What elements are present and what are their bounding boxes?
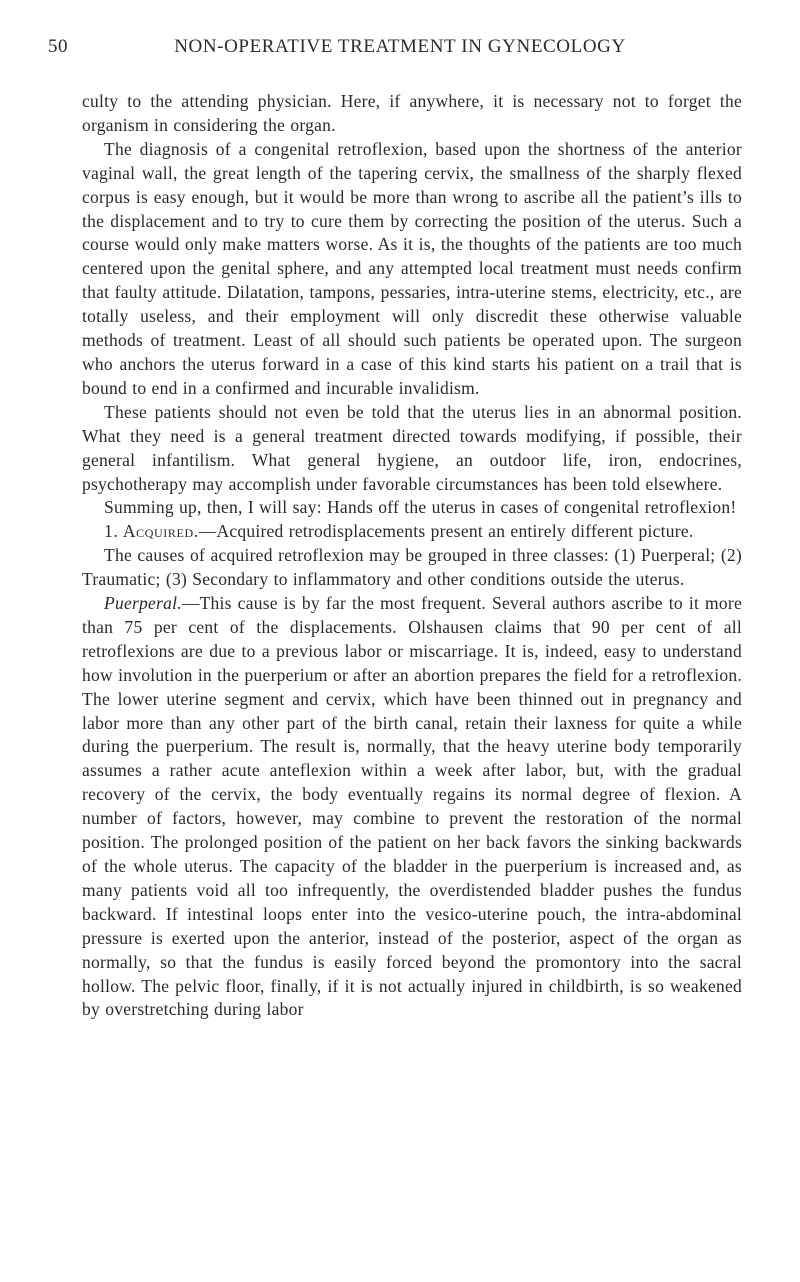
paragraph-general-treatment: These patients should not even be told that the uterus lies in an abnormal position. What they need is a general treatment directed towards modifying, if possible, their general infantilism. What general hygiene, an outdoor life, iron, endocrines, psychotherapy may accomplish under favorable circumstances has been told elsewhere. — [82, 401, 742, 494]
running-title: NON-OPERATIVE TREATMENT IN GYNECOLOGY — [174, 36, 626, 57]
paragraph-congenital-diagnosis: The diagnosis of a congenital retroflexion, based upon the shortness of the anterior vaginal wall, the great length of the tapering cervix, the smallness of the sharply flexed corpus is easy enough, but it would be more than wrong to ascribe all the patient’s ills to the displacement and to try to cure them by correcting the position of the uterus. Such a course would only make matters worse. As it is, the thoughts of the patients are too much centered upon the genital sphere, and any attempted local treatment must needs confirm that faulty attitude. Dilatation, tampons, pessaries, intra-uterine stems, electricity, etc., are totally useless, and their employment will only discredit these otherwise valuable methods of treatment. Least of all should such patients be operated upon. The surgeon who anchors the uterus forward in a case of this kind starts his patient on a trail that is bound to end in a confirmed and incurable invalidism. — [82, 138, 742, 398]
paragraph-summing-up: Summing up, then, I will say: Hands off the uterus in cases of congenital retroflexion! — [104, 497, 737, 518]
body-text — [82, 90, 742, 1022]
paragraph-causes: The causes of acquired retroflexion may be grouped in three classes: (1) Puerperal; (2) Traumatic; (3) Secondary to inflammatory and other conditions outside the uterus. — [82, 545, 742, 590]
paragraph-continuation: culty to the attending physician. Here, if anywhere, it is necessary not to forget the organism in considering the organ. — [82, 91, 742, 135]
section-heading-acquired: 1. Acquired. — [104, 521, 199, 542]
page-number: 50 — [48, 36, 68, 57]
paragraph-acquired-text: —Acquired retrodisplacements present an entirely different picture. — [198, 521, 694, 542]
paragraph-puerperal — [82, 592, 742, 1022]
subheading-puerperal: Puerperal. — [104, 593, 182, 614]
paragraph-puerperal-text: —This cause is by far the most frequent. Several authors ascribe to it more than 75 per cent of the displacements. Olshausen claims that 90 per cent of all retroflexions are due to a previous labor or miscarriage. It is, indeed, easy to understand how involution in the puerperium or after an abortion prepares the field for a retroflexion. The lower uterine segment and cervix, which have been thinned out in pregnancy and labor more than any other part of the birth canal, retain their laxness for quite a while during the puerperium. The result is, normally, that the heavy uterine body temporarily assumes a rather acute anteflexion within a week after labor, but, with the gradual recovery of the cervix, the body eventually regains its normal degree of flexion. A number of factors, however, may combine to prevent the restoration of the normal position. The prolonged position of the patient on her back favors the sinking backwards of the whole uterus. The capacity of the bladder in the puerperium is increased and, as many patients void all too infrequently, the overdistended bladder pushes the fundus backward. If intestinal loops enter into the vesico-uterine pouch, the intra-abdominal pressure is exerted upon the anterior, instead of the posterior, aspect of the organ as normally, so that the fundus is easily forced beyond the promontory into the sacral hollow. The pelvic floor, finally, if it is not actually injured in childbirth, is so weakened by overstretching during labor — [82, 593, 742, 1020]
page-header — [48, 36, 752, 62]
paragraph-acquired — [82, 520, 742, 544]
